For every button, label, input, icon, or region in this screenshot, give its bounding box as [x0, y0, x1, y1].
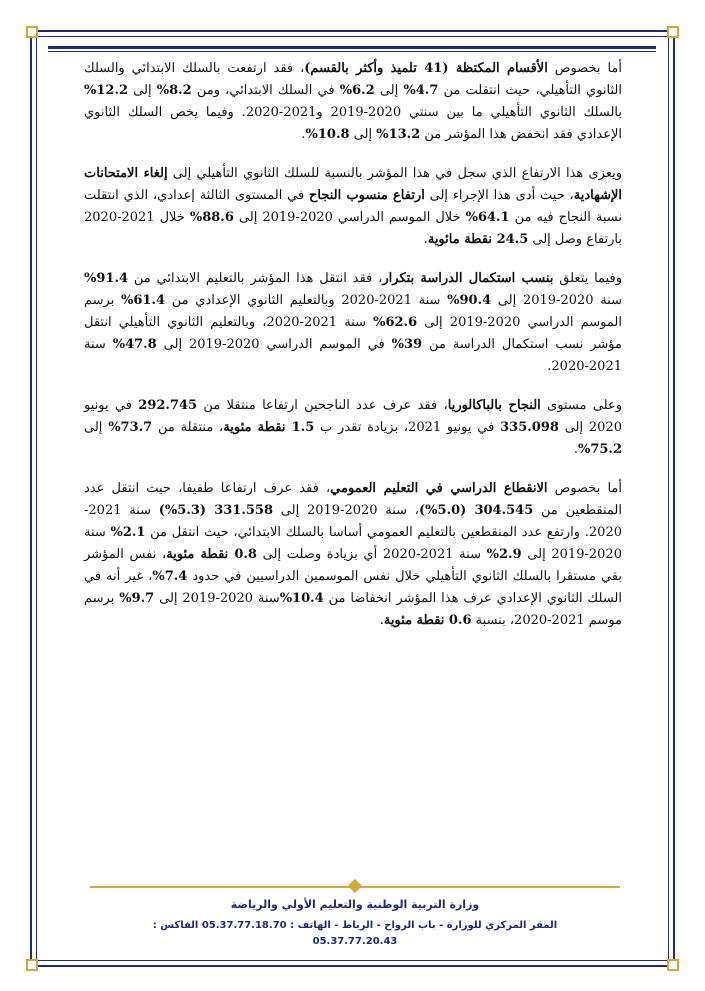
highlighted-phrase: 0.6 نقطة مئوية	[383, 613, 472, 628]
text-run: في يونيو 2020 إلى	[84, 398, 622, 435]
text-run: سنة 2021-2020، وبالتعليم الثانوي التأهيلي انتقل مؤشر نسب استكمال الدراسة من	[84, 315, 622, 352]
highlighted-phrase: 10.8%	[305, 127, 350, 142]
text-run: أما بخصوص	[547, 481, 622, 496]
text-run: ، سنة 2020-2019 إلى	[273, 503, 420, 518]
highlighted-phrase: ارتفاع منسوب النجاح	[308, 188, 425, 203]
highlighted-phrase: الأقسام المكتظة (41 تلميذ وأكثر بالقسم)	[304, 61, 548, 76]
paragraph-completion-rates	[84, 268, 622, 378]
highlighted-phrase: 8.2%	[156, 83, 192, 98]
highlighted-phrase: 47.8%	[112, 337, 157, 352]
highlighted-phrase: 331.558 (5.3%)	[158, 503, 274, 518]
highlighted-phrase: 12.2%	[84, 83, 129, 98]
highlighted-phrase: 0.8 نقطة مئوية	[166, 547, 257, 562]
text-run: في السلك الابتدائي، ومن	[191, 83, 340, 98]
corner-ornament-bottom-right	[667, 959, 679, 971]
highlighted-phrase: 62.6%	[373, 315, 418, 330]
highlighted-phrase: 73.7%	[108, 420, 153, 435]
text-run: برسم الموسم الدراسي 2020-2019 إلى	[84, 293, 622, 330]
highlighted-phrase: 90.4%	[447, 293, 492, 308]
highlighted-phrase: 64.1%	[465, 210, 510, 225]
text-run: سنة 2021-2020.	[84, 337, 622, 374]
header-rule	[48, 46, 656, 49]
text-run: ، فقد عرف عدد الناجحين ارتفاعا منتقلا من	[197, 398, 448, 413]
text-run: .	[379, 613, 384, 628]
highlighted-phrase: 9.7%	[119, 591, 155, 606]
highlighted-phrase: 7.4%	[152, 569, 188, 584]
highlighted-phrase: 335.098	[500, 420, 559, 435]
text-run: إلى	[84, 420, 109, 435]
highlighted-phrase: 13.2%	[376, 127, 421, 142]
paragraph-dropout	[84, 478, 622, 632]
ministry-name: وزارة التربية الوطنية والتعليم الأولي والرياضة	[230, 898, 480, 911]
text-run: في المستوى الثالثة إعدادي، الذي انتقلت نسبة النجاح فيه من	[84, 188, 622, 225]
paragraph-baccalaureate	[84, 395, 622, 461]
text-run: بالسلك الثانوي التأهيلي ما بين سنتي 2020-2019 و2021-2020. وفيما يخص السلك الثانوي الإعدادي فقد انخفض هذا المؤشر من	[84, 105, 622, 142]
text-run: إلى	[349, 127, 377, 142]
corner-ornament-bottom-left	[26, 959, 38, 971]
ministry-address: المقر المركزي للوزارة - باب الرواح - الرباط - الهاتف : 05.37.77.18.70 الفاكس : 05.37.77.20.43	[152, 920, 558, 947]
highlighted-phrase: 61.4%	[121, 293, 166, 308]
text-run: أما بخصوص	[547, 61, 623, 76]
paragraph-overcrowded-classes	[84, 58, 622, 146]
text-run: في يونيو 2021، بزيادة تقدر ب	[314, 420, 501, 435]
text-run: ، فقد ارتفعت بالسلك الابتدائي والسلك الثانوي التأهيلي، حيث انتقلت من	[84, 61, 622, 98]
header-rule-thin	[48, 51, 656, 52]
text-run: سنة 2021-2020. وارتفع عدد المنقطعين بالتعليم العمومي أساسا بالسلك الابتدائي، حيث انتقل من	[84, 503, 622, 540]
text-run: ويعزى هذا الارتفاع الذي سجل في هذا المؤشر بالنسبة للسلك الثانوي التأهيلي إلى	[167, 166, 622, 181]
text-run: ، حيث أدى هذا الإجراء إلى	[424, 188, 574, 203]
text-run: إلى	[374, 83, 404, 98]
text-run: إلى	[128, 83, 157, 98]
highlighted-phrase: إلغاء الامتحانات الإشهادية	[84, 166, 622, 203]
text-run: ، فقد عرف ارتفاعا طفيفا، حيث انتقل عدد المنقطعين من	[84, 481, 622, 518]
highlighted-phrase: بنسب استكمال الدراسة بتكرار	[382, 271, 554, 286]
highlighted-phrase: النجاح بالباكالوريا	[447, 398, 541, 413]
highlighted-phrase: 292.745	[138, 398, 198, 413]
highlighted-phrase: 24.5 نقطة مائوية	[427, 232, 529, 247]
highlighted-phrase: 91.4%	[84, 271, 129, 286]
text-run: سنة 2021-2020 أي بزيادة وصلت إلى	[256, 547, 487, 562]
highlighted-phrase: 2.9%	[486, 547, 522, 562]
highlighted-phrase: 2.1%	[110, 525, 146, 540]
text-run: ، غير أنه في السلك الثانوي الإعدادي عرف هذا المؤشر انخفاضا من	[84, 569, 622, 606]
text-run: ، نفس المؤشر بقي مستقرا بالسلك الثانوي التأهيلي خلال نفس الموسمين الدراسيين في حدود	[84, 547, 622, 584]
text-run: .	[301, 127, 306, 142]
highlighted-phrase: 75.2%	[577, 442, 622, 457]
highlighted-phrase: 88.6%	[189, 210, 234, 225]
paragraph-exam-cancellation	[84, 163, 622, 251]
text-run: ، فقد انتقل هذا المؤشر بالتعليم الابتدائي من	[128, 271, 383, 286]
text-run: .	[423, 232, 428, 247]
text-run: سنة 2020-2019 إلى	[491, 293, 622, 308]
text-run: سنة 2021-2020 وبالتعليم الثانوي الإعدادي من	[165, 293, 448, 308]
text-run: وعلى مستوى	[540, 398, 622, 413]
highlighted-phrase: 10.4%	[279, 591, 324, 606]
page-footer	[120, 897, 590, 950]
text-run: سنة 2020-2019 إلى	[84, 525, 622, 562]
text-run: ، منتقلة من	[152, 420, 224, 435]
text-run: خلال الموسم الدراسي 2020-2019 إلى	[233, 210, 466, 225]
text-run: سنة 2020-2019 إلى	[154, 591, 280, 606]
text-run: .	[573, 442, 578, 457]
text-run: وفيما يتعلق	[553, 271, 622, 286]
document-body	[84, 58, 622, 649]
corner-ornament-top-right	[667, 26, 679, 38]
highlighted-phrase: 4.7%	[403, 83, 439, 98]
highlighted-phrase: 1.5 نقطة مئوية	[223, 420, 315, 435]
text-run: خلال 2021-2020 بارتفاع وصل إلى	[84, 210, 622, 247]
highlighted-phrase: 6.2%	[339, 83, 375, 98]
text-run: في الموسم الدراسي 2020-2019 إلى	[156, 337, 392, 352]
text-run: برسم موسم 2021-2020، بنسبة	[84, 591, 622, 628]
highlighted-phrase: 39%	[391, 337, 423, 352]
highlighted-phrase: الانقطاع الدراسي في التعليم العمومي	[330, 481, 548, 496]
highlighted-phrase: 304.545 (5.0%)	[419, 503, 534, 518]
corner-ornament-top-left	[26, 26, 38, 38]
